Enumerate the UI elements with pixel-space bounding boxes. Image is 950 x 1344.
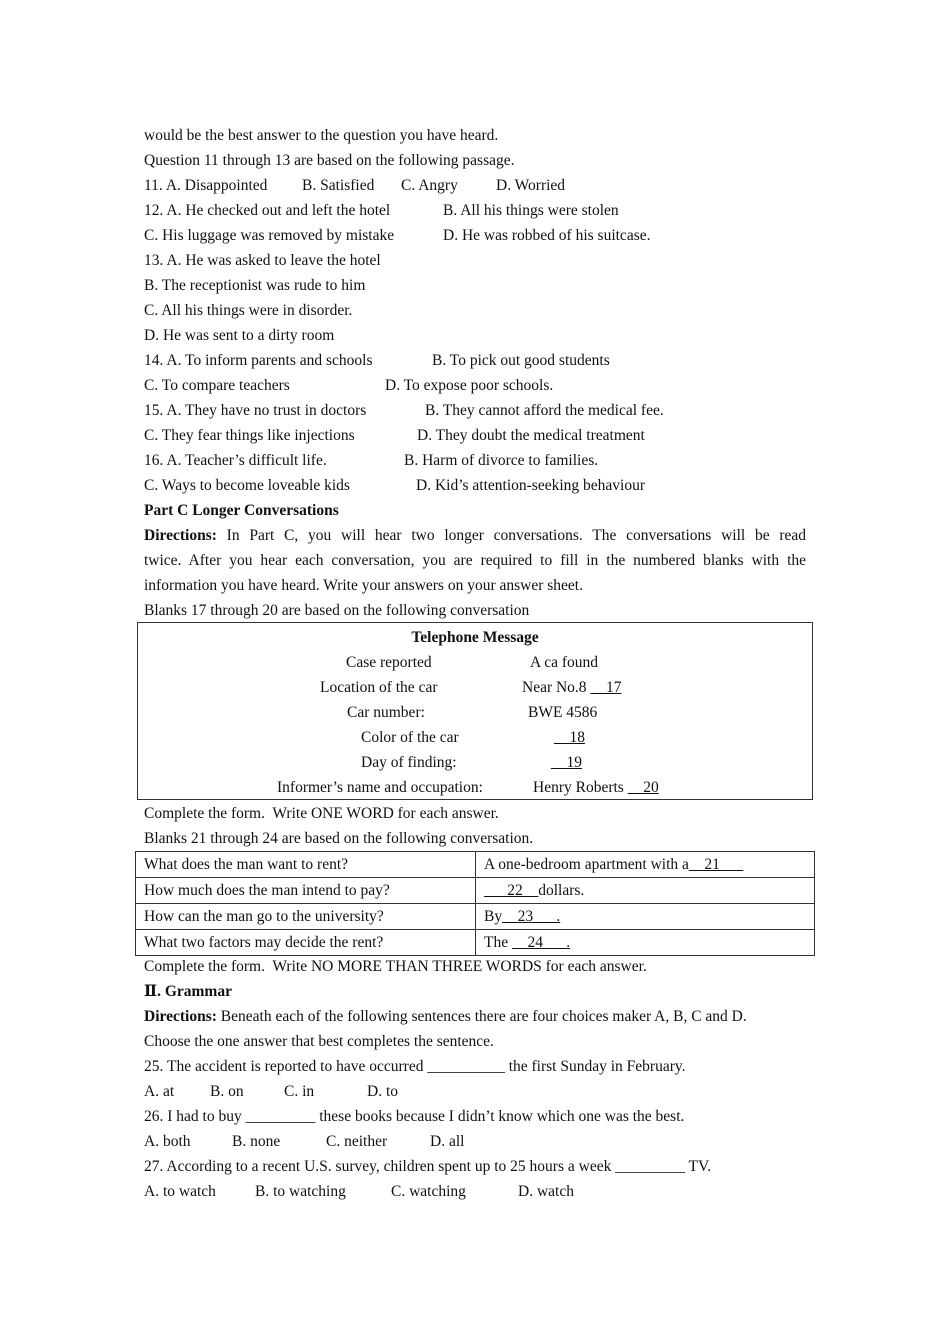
table-question: How can the man go to the university? [136, 904, 476, 930]
q25-option-c: C. in [284, 1083, 315, 1100]
q14-option-a: 14. A. To inform parents and schools [144, 352, 373, 369]
message-value [533, 778, 659, 798]
message-label: Case reported [346, 654, 432, 671]
question-27: 27. According to a recent U.S. survey, children spent up to 25 hours a week _________ TV. [144, 1158, 712, 1175]
directions-text: Beneath each of the following sentences there are four choices maker A, B, C and D. [220, 1008, 747, 1025]
q27-option-a: A. to watch [144, 1183, 216, 1200]
q25-option-a: A. at [144, 1083, 175, 1100]
message-label: Informer’s name and occupation: [277, 779, 483, 796]
answer-text: The [484, 933, 512, 951]
message-value: A ca found [530, 654, 599, 671]
form-note: Complete the form. Write ONE WORD for each answer. [144, 805, 499, 822]
message-label: Day of finding: [361, 754, 457, 771]
q12-option-d: D. He was robbed of his suitcase. [443, 227, 651, 244]
q27-option-c: C. watching [391, 1183, 466, 1200]
q16-option-d: D. Kid’s attention-seeking behaviour [416, 477, 646, 494]
answer-blank-20: __20 [627, 779, 659, 796]
message-value-text: Near No.8 [522, 679, 591, 696]
table-question: How much does the man intend to pay? [136, 878, 476, 904]
message-value-text: Henry Roberts [533, 779, 628, 796]
answer-text: A one-bedroom apartment with a [484, 855, 689, 873]
q25-option-d: D. to [367, 1083, 398, 1100]
question-25: 25. The accident is reported to have occurred __________ the first Sunday in February. [144, 1058, 686, 1075]
form-note: Complete the form. Write NO MORE THAN THREE WORDS for each answer. [144, 958, 647, 975]
rental-table [135, 851, 815, 956]
q15-option-d: D. They doubt the medical treatment [417, 427, 645, 444]
q11-option-c: C. Angry [401, 177, 458, 194]
question-26: 26. I had to buy _________ these books because I didn’t know which one was the best. [144, 1108, 685, 1125]
directions-label: Directions: [144, 527, 217, 544]
telephone-message-title: Telephone Message [411, 629, 539, 646]
q13-option-d: D. He was sent to a dirty room [144, 327, 335, 344]
message-label: Color of the car [361, 729, 459, 746]
answer-blank-18: __18 [554, 729, 585, 746]
q27-option-d: D. watch [518, 1183, 574, 1200]
q26-option-b: B. none [232, 1133, 281, 1150]
table-question: What does the man want to rent? [136, 852, 476, 878]
table-row [136, 930, 815, 956]
q13-option-c: C. All his things were in disorder. [144, 302, 353, 319]
section-heading-part-c: Part C Longer Conversations [144, 502, 339, 519]
blanks-intro: Blanks 21 through 24 are based on the following conversation. [144, 830, 534, 847]
directions-line: information you have heard. Write your answers on your answer sheet. [144, 577, 583, 594]
q12-option-a: 12. A. He checked out and left the hotel [144, 202, 391, 219]
message-value: BWE 4586 [528, 704, 598, 721]
q25-option-b: B. on [210, 1083, 244, 1100]
q26-option-c: C. neither [326, 1133, 388, 1150]
q26-option-d: D. all [430, 1133, 465, 1150]
q13-option-b: B. The receptionist was rude to him [144, 277, 366, 294]
directions-line [144, 1007, 747, 1027]
q26-option-a: A. both [144, 1133, 191, 1150]
answer-blank-24: __24___. [511, 933, 571, 951]
table-answer [476, 852, 815, 878]
q27-option-b: B. to watching [255, 1183, 346, 1200]
answer-blank-22: ___22__ [484, 881, 539, 899]
answer-blank-23: __23___. [502, 907, 561, 925]
answer-blank-17: __17 [590, 679, 622, 696]
text-line: would be the best answer to the question you have heard. [144, 127, 499, 144]
answer-text: By [484, 907, 503, 925]
q14-option-d: D. To expose poor schools. [385, 377, 554, 394]
directions-line: Choose the one answer that best completes the sentence. [144, 1033, 494, 1050]
answer-text: dollars. [538, 881, 585, 899]
q12-option-c: C. His luggage was removed by mistake [144, 227, 395, 244]
message-value [522, 678, 621, 698]
table-row [136, 852, 815, 878]
directions-label: Directions: [144, 1008, 217, 1025]
table-answer [476, 904, 815, 930]
table-answer [476, 878, 815, 904]
q15-option-c: C. They fear things like injections [144, 427, 355, 444]
q14-option-b: B. To pick out good students [432, 352, 610, 369]
q14-option-c: C. To compare teachers [144, 377, 290, 394]
q11-option-b: B. Satisfied [302, 177, 375, 194]
directions-line [144, 526, 806, 546]
table-row [136, 904, 815, 930]
table-row [136, 878, 815, 904]
directions-line: twice. After you hear each conversation, you are required to fill in the numbered blanks with the [144, 552, 806, 569]
q16-option-a: 16. A. Teacher’s difficult life. [144, 452, 327, 469]
message-label: Car number: [347, 704, 425, 721]
answer-blank-19: __19 [551, 754, 582, 771]
q15-option-a: 15. A. They have no trust in doctors [144, 402, 367, 419]
q15-option-b: B. They cannot afford the medical fee. [425, 402, 664, 419]
q13-option-a: 13. A. He was asked to leave the hotel [144, 252, 381, 269]
message-label: Location of the car [320, 679, 438, 696]
q11-option-d: D. Worried [496, 177, 566, 194]
q16-option-b: B. Harm of divorce to families. [404, 452, 599, 469]
q12-option-b: B. All his things were stolen [443, 202, 619, 219]
table-answer [476, 930, 815, 956]
telephone-message-box [137, 622, 813, 800]
section-heading-grammar: Ⅱ. Grammar [144, 983, 232, 1000]
q11-option-a: 11. A. Disappointed [144, 177, 268, 194]
answer-blank-21: __21___ [688, 855, 744, 873]
blanks-intro: Blanks 17 through 20 are based on the following conversation [144, 602, 530, 619]
text-line: Question 11 through 13 are based on the following passage. [144, 152, 515, 169]
q16-option-c: C. Ways to become loveable kids [144, 477, 350, 494]
directions-text: In Part C, you will hear two longer conversations. The conversations will be read [226, 527, 807, 544]
table-question: What two factors may decide the rent? [136, 930, 476, 956]
